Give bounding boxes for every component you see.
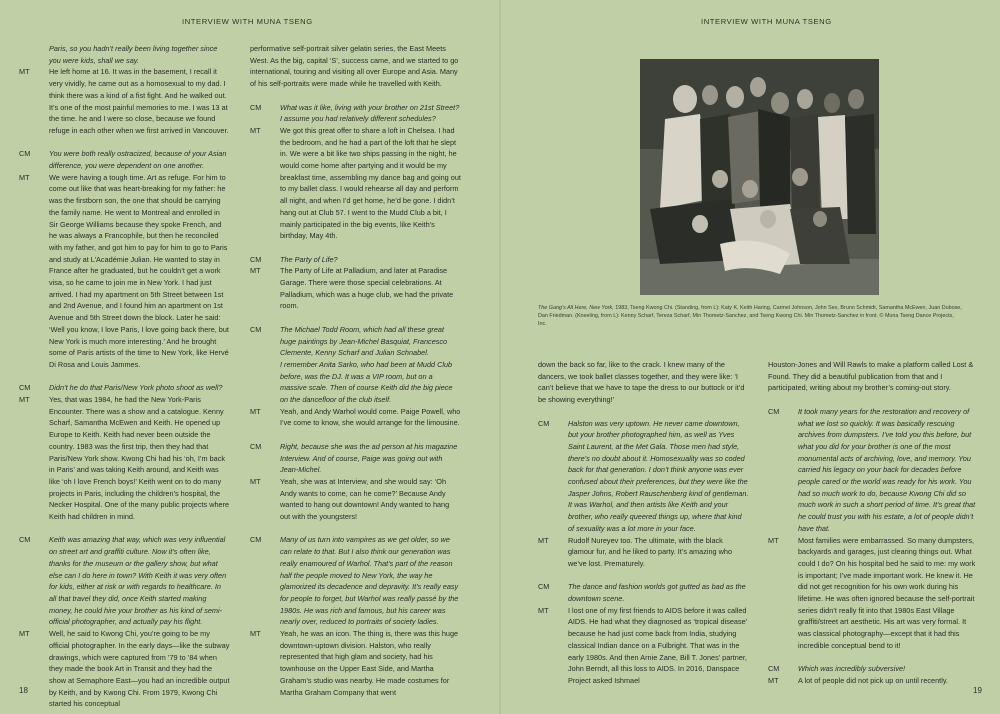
interviewee-answer	[19, 394, 230, 523]
interviewer-question	[768, 406, 979, 535]
dialogue-text: I lost one of my first friends to AIDS before it was called AIDS. He had what they diagnosed as ‘tropical disease’ because he had just come back from India, studying classical Indian dance on a Fulbright. That was in the early 1980s. And then Arnie Zane, Bill T. Jones’ partner, John Berndt, all this loss to AIDS. In 2016, Danspace Project asked Ishmael	[568, 605, 748, 685]
speaker-label: MT	[19, 395, 30, 405]
interviewer-question	[538, 581, 749, 604]
speaker-label: MT	[250, 629, 261, 639]
dialogue-text: The Party of Life?	[280, 254, 338, 264]
dialogue-text: Rudolf Nureyev too. The ultimate, with the black glamour fur, and he liked to party. It’s amazing who we’ve lost. Prematurely.	[568, 535, 732, 568]
interviewer-question	[250, 102, 461, 125]
paragraph-gap	[19, 523, 230, 535]
dialogue-text: Keith was amazing that way, which was very influential on street art and graffiti culture. Now it’s often like, thanks for the museum or the gallery show, but what else can I do here in town? With Keith it was very often for kids, either at risk or with regards to healthcare. In all that travel they did, once Keith started making money, he could hire your brother as his kind of semi-official photographer, and actually pay his flight.	[49, 535, 227, 627]
dialogue-text: Yeah, she was at Interview, and she would say: ‘Oh Andy wants to come, can he come?’ Because Andy wanted to hang out downtown! Andy wanted to hang out with the youngsters!	[280, 476, 450, 522]
interviewer-question	[19, 382, 230, 394]
paragraph: performative self-portrait silver gelatin series, the East Meets West. As the big, capital ‘S’, success came, and we started to go international, touring and visiting all over Europe and Asia. Many of his self-portraits were made while he travelled with Keith.	[250, 44, 459, 89]
interviewer-question	[250, 254, 461, 266]
speaker-label: MT	[250, 476, 261, 486]
column-2	[250, 43, 461, 698]
running-header: INTERVIEW WITH MUNA TSENG	[182, 17, 313, 26]
photo-illustration	[640, 59, 879, 295]
paragraph-gap	[250, 242, 461, 254]
right-page	[500, 0, 1000, 714]
running-header: INTERVIEW WITH MUNA TSENG	[701, 17, 832, 26]
speaker-label: CM	[768, 406, 780, 416]
paragraph-gap	[19, 137, 230, 149]
interviewee-answer	[250, 125, 461, 242]
speaker-label: CM	[19, 149, 31, 159]
dialogue-text: Yeah, he was an icon. The thing is, there was this huge downtown-uptown division. Halston, who really represented that high glam and society, had his townhouse on the Upper East Side, and Martha Graham’s studio was nearby. He made costumes for Martha Graham Company that went	[280, 629, 459, 697]
interviewer-question	[538, 418, 749, 535]
speaker-label: MT	[19, 67, 30, 77]
interviewee-answer	[768, 675, 979, 687]
dialogue-text: Yes, that was 1984, he had the New York-Paris Encounter. There was a show and a catalogue. Kenny Scharf, Samantha McEwen and Keith. He opened up Europe to Keith. Keith had never been outside the country. 1983 was the first trip, then they had that Paris/New York show. Kwong Chi had his ‘oh, I’m back in Paris’ and was taking Keith around, and Keith was like ‘oh I love French boys!’ Keith went on to do many projects in Paris, including the children’s hospital, the Necker Hospital. One of the many public projects where Keith had children in mind.	[49, 395, 230, 522]
interviewee-answer	[19, 172, 230, 371]
column-2	[768, 359, 979, 687]
paragraph-gap	[768, 394, 979, 406]
dialogue-text: Well, he said to Kwong Chi, you’re going to be my official photographer. In the early days—like the subway drawings, which were captured from ’79 to ’84 when they made the book Art in Transit and they had the show at Semaphore East—you had an incredible output by Keith, and by Kwong Chi. From 1979, Kwong Chi started his conceptual	[49, 629, 230, 709]
paragraph: I remember Anita Sarko, who had been at Mudd Club before, was the DJ. It was a VIP room, but on a massive scale. Then of course Keith did the big piece on the dancefloor of the club itself.	[280, 359, 453, 405]
dialogue-text: What was it like, living with your brother on 21st Street? I assume you had relatively different schedules?	[280, 102, 460, 124]
caption-text: 1983, Tseng Kwong Chi. (Standing, from L): Katy K, Keith Haring, Carmel Johnson, John Sex, Bruno Schmidt, Samantha McEwen, Juan Dubose, Dan Friedman. (Kneeling, from L): Kenny Scharf, Tereza Scharf, Min Thometz-Sanchez, and Tseng Kwong Chi. Min Thometz-Sanchez in front. © Muna Tseng Dance Projects, Inc.	[538, 305, 962, 328]
speaker-label: CM	[538, 418, 550, 428]
speaker-label: MT	[250, 266, 261, 276]
photo-caption	[538, 304, 962, 329]
interviewee-answer	[250, 476, 461, 523]
interviewee-answer	[250, 628, 461, 698]
dialogue-text: Many of us turn into vampires as we get older, so we can relate to that. But I also think our generation was really enamoured of Warhol. That’s part of the reason half the people moved to New York, the way he glamorized its decadence and depravity. It’s really easy for people to forget, but Warhol was really passé by the 1980s. He was rich and famous, but his career was nearly over, reduced to portraits of society ladies.	[280, 535, 459, 627]
dialogue-text: We were having a tough time. Art as refuge. For him to come out like that was heart-breaking for my father: he was the firstborn son, the one that should be carrying the family name. He went to Montreal and enrolled in Sir George Williams because they spoke French, and he was always a Francophile, but then he reconciled with my father, and got him to pay for him to go to Paris and study at L’Académie Julian. He wanted to stay in France after he graduated, but he couldn’t get a work visa, so he came to join me in New York. I had just arrived. I had my apartment on 5th Street between 1st and 2nd Avenue, and I found him an apartment on 1st Avenue and 5th Street down the block. Later he said: ‘Well you know, I love Paris, I love going back there, but New York is much more interesting.’ And he brought some of Paris artists of the time to New York, like Hervé Di Rosa and Louis Jammes.	[49, 172, 229, 369]
dialogue-text: Which was incredibly subversive!	[798, 664, 906, 674]
paragraph-gap	[250, 90, 461, 102]
dialogue-text: Didn’t he do that Paris/New York photo shoot as well?	[49, 383, 223, 393]
paragraph-gap	[250, 429, 461, 441]
paragraph-gap	[19, 371, 230, 383]
paragraph: Houston-Jones and Will Rawls to make a platform called Lost & Found. They did a beautiful publication from that and I participated, writing about my brother’s coming-out story.	[768, 360, 974, 393]
speaker-label: MT	[538, 605, 549, 615]
paragraph: down the back so far, like to the crack. I knew many of the dancers, we took ballet classes together, and they were like: ‘I can’t believe that we have to tape the dress to our buttock or it’d be showing everything!’	[538, 360, 745, 405]
interviewer-question	[250, 534, 461, 628]
interviewer-question	[19, 534, 230, 628]
column-1	[538, 359, 749, 687]
dialogue-text: It took many years for the restoration and recovery of what we lost so quickly. It was basically rescuing archives from dumpsters. I’ve told you this before, but what you did for your brother is one of the most monumental acts of archiving, love, and memory. You carried his legacy on your back for decades before people cared or the world was ready for his work. You had so much work to do, because Kwong Chi did so much work in such a short period of time. It’s great that he could trust you with his estate, a lot of people didn’t have that.	[798, 406, 976, 533]
dialogue-text: He left home at 16. It was in the basement, I recall it very vividly, he came out as a homosexual to my dad. I think there was a kind of a fist fight. And he walked out. It’s one of the most painful memories to me. I was 13 at the time. he and I were so close, because we found refuge in each other when we first arrived in Vancouver.	[49, 67, 229, 135]
interviewee-answer	[538, 535, 749, 570]
interviewee-answer	[19, 628, 230, 710]
speaker-label: MT	[768, 675, 779, 685]
speaker-label: MT	[250, 406, 261, 416]
interviewer-question	[19, 148, 230, 171]
interviewee-answer	[538, 605, 749, 687]
interviewer-question	[768, 663, 979, 675]
group-photograph	[640, 59, 879, 295]
speaker-label: CM	[19, 535, 31, 545]
dialogue-text: We got this great offer to share a loft in Chelsea. I had the bedroom, and he had a part of the loft that he slept in. We were a bit like two ships passing in the night, he would come home after partying and it would be my breakfast time, assembling my dance bag and going out to my ballet class. I would rehearse all day and perform all night, and when I’d get home, he’d be gone. I didn’t hang out at Club 57. I went to the Mudd Club a bit, I mainly participated in the big events, like Keith’s birthday, May 4th.	[280, 125, 461, 241]
dialogue-text: Most families were embarrassed. So many dumpsters, backyards and garages, just clearing things out. What could I do? On his hospital bed he said to me: my work is important; I’ve made important work. He knew it. He did not get recognition for his own work during his lifetime. He was often ignored because the self-portrait series didn’t really fit into that 1980s East Village graffiti/street art aesthetic. His art was very formal. It was classical photography—except that it had this incredible conceptual bend to it!	[798, 535, 976, 650]
speaker-label: MT	[250, 125, 261, 135]
speaker-label: CM	[768, 664, 780, 674]
interviewee-answer	[19, 66, 230, 136]
caption-title: The Gang’s All Here, New York,	[538, 305, 614, 311]
dialogue-text: A lot of people did not pick up on until recently.	[798, 675, 948, 685]
speaker-label: MT	[768, 535, 779, 545]
speaker-label: CM	[19, 383, 31, 393]
page-number: 19	[973, 686, 982, 695]
interviewee-answer	[250, 265, 461, 312]
interviewer-question	[250, 441, 461, 476]
paragraph-gap	[538, 570, 749, 582]
speaker-label: CM	[538, 582, 550, 592]
speaker-label: MT	[538, 535, 549, 545]
dialogue-text: The Party of Life at Palladium, and later at Paradise Garage. There were those special celebrations. At Palladium, which was a huge club, we had the private room.	[280, 266, 454, 311]
dialogue-text: Yeah, and Andy Warhol would come. Paige Powell, who I’ve come to know, she would arrange for the limousine.	[280, 406, 461, 428]
speaker-label: CM	[250, 441, 262, 451]
speaker-label: CM	[250, 324, 262, 334]
dialogue-text: Halston was very uptown. He never came downtown, but your brother photographed him, as well as Yves Saint Laurent, at the Met Gala. Those men had style, there’s no doubt about it. Homosexuality was so coded back for that generation. I don’t think anyone was ever confused about their preferences, but they were like the Jasper Johns, Robert Rauschenberg kind of gentleman. It was Warhol, and then artists like Keith and your brother, who really queered things up, where that kind of sexuality was a lot more in your face.	[568, 418, 749, 533]
speaker-label: CM	[250, 102, 262, 112]
speaker-label: MT	[19, 172, 30, 182]
interviewee-answer	[768, 535, 979, 652]
speaker-label: MT	[19, 629, 30, 639]
dialogue-text: The Michael Todd Room, which had all these great huge paintings by Jean-Michel Basquiat, Francesco Clemente, Kenny Scharf and Julian Schnabel.	[280, 324, 448, 358]
paragraph-gap	[250, 312, 461, 324]
dialogue-text: The dance and fashion worlds got gutted as bad as the downtown scene.	[568, 582, 746, 604]
speaker-label: CM	[250, 535, 262, 545]
dialogue-text: You were both really ostracized, because of your Asian difference, you were dependent on one another.	[49, 149, 227, 171]
page-number: 18	[19, 686, 28, 695]
paragraph-gap	[250, 523, 461, 535]
paragraph-gap	[538, 406, 749, 418]
column-1	[19, 43, 230, 710]
paragraph-gap	[768, 652, 979, 664]
speaker-label: CM	[250, 254, 262, 264]
dialogue-text: Right, because she was the ad person at his magazine Interview. And of course, Paige was going out with Jean-Michel.	[280, 441, 458, 475]
paragraph: Paris, so you hadn’t really been living together since you were kids, shall we say.	[49, 44, 218, 65]
interviewee-answer	[250, 406, 461, 429]
interviewer-question	[250, 324, 461, 359]
